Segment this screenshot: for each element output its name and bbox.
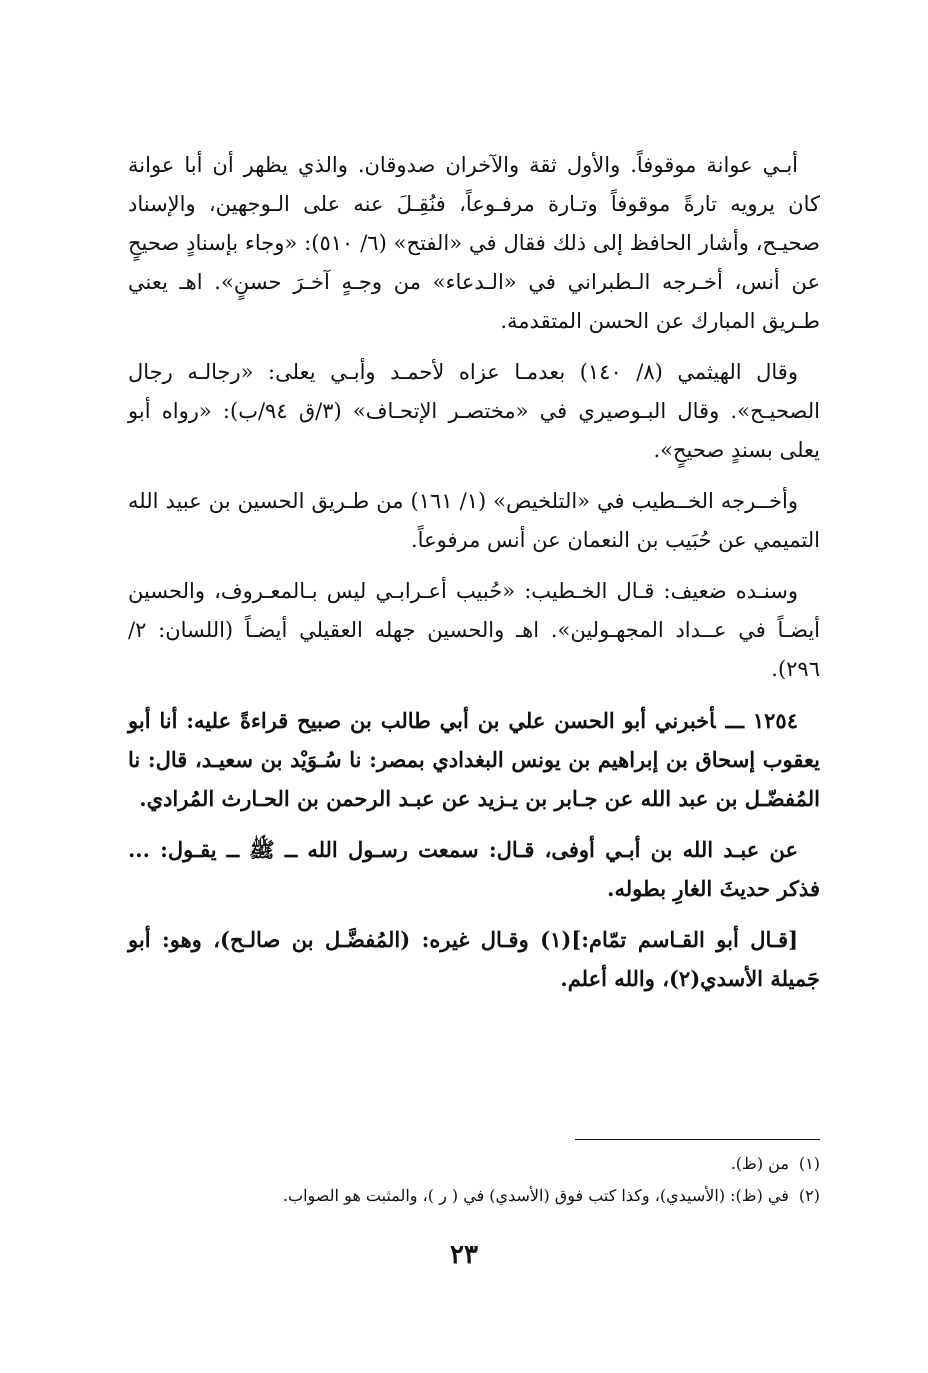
hadith-chain-text: أخبرني أبو الحسن علي بن أبي طالب بن صبيح قراءةً عليه: أنا أبو يعقوب إسحاق بن إبراهيم بن يونس البغدادي بمصر: نا سُـوَيْد بن سعيـد، قال: نا المُفضّـل بن عبد الله عن جـابر بن يـزيد عن عبـد الرحمن بن الحـارث المُرادي.: [128, 708, 820, 811]
footnote-divider: [575, 1139, 820, 1140]
main-text: [128, 146, 820, 1010]
footnotes: [128, 1148, 820, 1212]
footnote-marker: (٢): [798, 1186, 820, 1205]
commentary-paragraph-3: وأخــرجه الخــطيب في «التلخيص» (١/ ١٦١) من طـريق الحسين بن عبيد الله التميمي عن حُبَيب بن النعمان عن أنس مرفوعاً.: [128, 489, 820, 552]
footnote-1: [128, 1148, 820, 1180]
footnote-2: [128, 1180, 820, 1212]
closing-note: [قـال أبو القـاسم تمّام:](١) وقـال غيره: (المُفضَّـل بن صالـح)، وهو: أبو جَميلة الأسدي(٢)، والله أعلم.: [128, 927, 820, 991]
page-number: ٢٣: [450, 1240, 478, 1270]
commentary-paragraph-1: أبـي عوانة موقوفاً. والأول ثقة والآخران صدوقان. والذي يظهر أن أبا عوانة كان يرويه تارةً موقوفاً وتـارة مرفـوعاً، فنُقِـلَ عنه على الـوجهين، والإسناد صحيـح، وأشار الحافظ إلى ذلك فقال في «الفتح» (٦/ ٥١٠): «وجاء بإسنادٍ صحيحٍ عن أنس، أخـرجه الـطبراني في «الـدعاء» من وجـهٍ آخـرَ حسنٍ». اهـ يعني طـريق المبارك عن الحسن المتقدمة.: [128, 153, 821, 333]
commentary-paragraph-4: وسنـده ضعيف: قـال الخـطيب: «حُبيب أعـرابـي ليس بـالمعـروف، والحسين أيضـاً في عــداد المجهـولين». اهـ والحسين جهله العقيلي أيضـاً (اللسان: ٢/ ٢٩٦).: [128, 579, 820, 681]
hadith-number: ١٢٥٤ ـــ: [725, 708, 798, 733]
footnote-text: من (ظ).: [730, 1154, 789, 1173]
footnote-marker: (١): [798, 1154, 820, 1173]
hadith-isnad: [128, 701, 820, 818]
hadith-matn: عن عبـد الله بن أبـي أوفى، قـال: سمعت رسـول الله ــ ﷺ ــ يقـول: ... فذكر حديثَ الغارِ بطوله.: [128, 837, 820, 901]
footnote-text: في (ظ): (الأسيدي)، وكذا كتب فوق (الأسدي) في ( ر )، والمثبت هو الصواب.: [282, 1186, 789, 1205]
commentary-paragraph-2: وقال الهيثمي (٨/ ١٤٠) بعدمـا عزاه لأحمـد وأبـي يعلى: «رجالـه رجال الصحيـح». وقال البـوصيري في «مختصـر الإتحـاف» (٣/ق ٩٤/ب): «رواه أبو يعلى بسندٍ صحيحٍ».: [128, 360, 820, 462]
